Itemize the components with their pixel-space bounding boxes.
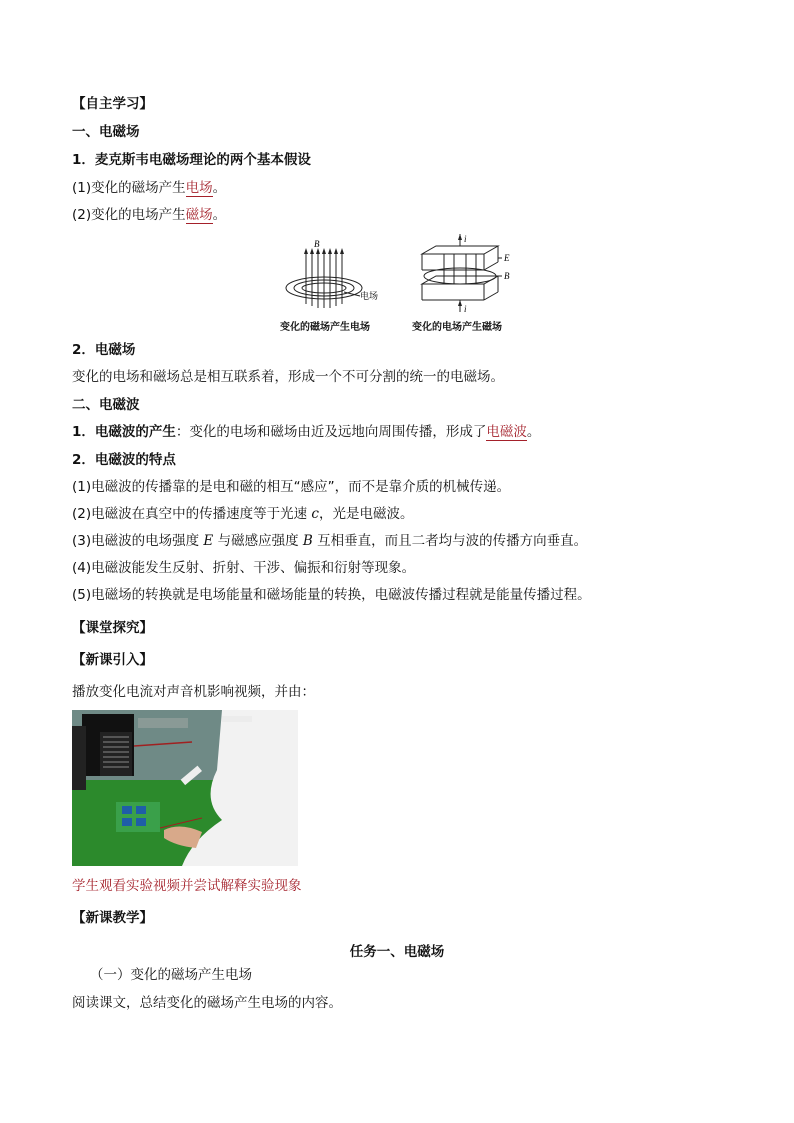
caption-left: 变化的磁场产生电场 — [280, 322, 370, 333]
key-electric-field: 电场 — [185, 180, 213, 196]
figure-electric-to-magnetic — [414, 232, 518, 314]
heading-em-field: 一、电磁场 — [72, 124, 140, 140]
heading-wave-features: 2．电磁波的特点 — [72, 452, 176, 468]
key-em-wave: 电磁波 — [486, 424, 527, 440]
feature-4: (4)电磁波能发生反射、折射、干涉、偏振和衍射等现象。 — [72, 560, 416, 576]
heading-intro: 【新课引入】 — [72, 652, 153, 668]
label-B: B — [314, 239, 320, 249]
label-i-bottom: i — [464, 304, 467, 314]
heading-self-study: 【自主学习】 — [72, 96, 153, 112]
heading-em-wave: 二、电磁波 — [72, 397, 140, 413]
task1-title: 任务一、电磁场 — [349, 944, 445, 960]
intro-task: 学生观看实验视频并尝试解释实验现象 — [72, 878, 302, 894]
assumption-2: (2)变化的电场产生磁场。 — [72, 207, 227, 223]
heading-class-explore: 【课堂探究】 — [72, 620, 153, 636]
key-magnetic-field: 磁场 — [185, 207, 213, 223]
feature-1: (1)电磁波的传播靠的是电和磁的相互“感应”，而不是靠介质的机械传递。 — [72, 479, 511, 495]
subsection-1-desc: 阅读课文，总结变化的磁场产生电场的内容。 — [72, 995, 342, 1011]
label-electric: 电场 — [360, 292, 379, 302]
subsection-1: （一）变化的磁场产生电场 — [90, 967, 252, 983]
label-E: E — [504, 253, 510, 263]
experiment-video-thumbnail — [72, 710, 298, 866]
intro-desc: 播放变化电流对声音机影响视频，并由： — [72, 684, 315, 700]
heading-teaching: 【新课教学】 — [72, 910, 153, 926]
feature-3: (3)电磁波的电场强度 E 与磁感应强度 B 互相垂直，而且二者均与波的传播方向垂直。 — [72, 533, 588, 549]
heading-maxwell: 1．麦克斯韦电磁场理论的两个基本假设 — [72, 152, 311, 168]
em-field-desc: 变化的电场和磁场总是相互联系着，形成一个不可分割的统一的电磁场。 — [72, 369, 504, 385]
wave-production: 1．电磁波的产生：变化的电场和磁场由近及远地向周围传播，形成了电磁波。 — [72, 424, 541, 440]
heading-em-field-2: 2．电磁场 — [72, 342, 136, 358]
feature-2: (2)电磁波在真空中的传播速度等于光速 c，光是电磁波。 — [72, 506, 414, 522]
caption-right: 变化的电场产生磁场 — [412, 322, 502, 333]
feature-5: (5)电磁场的转换就是电场能量和磁场能量的转换，电磁波传播过程就是能量传播过程。 — [72, 587, 591, 603]
label-B-right: B — [504, 271, 510, 281]
label-i-top: i — [464, 234, 467, 244]
assumption-1: (1)变化的磁场产生电场。 — [72, 180, 227, 196]
figure-magnetic-to-electric — [276, 232, 396, 314]
